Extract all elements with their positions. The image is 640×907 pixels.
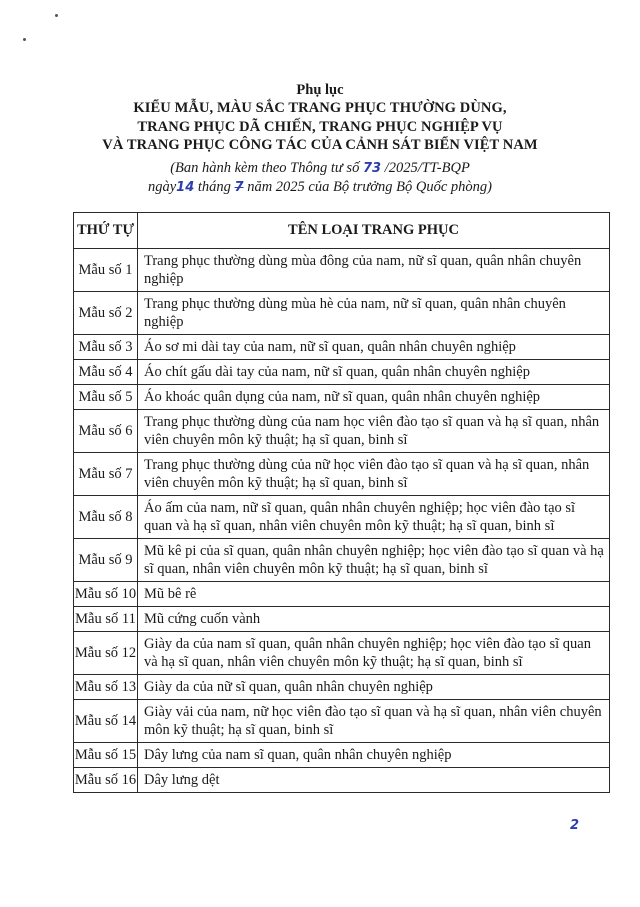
row-order: Mẫu số 15 xyxy=(74,743,138,768)
table-row xyxy=(74,607,610,632)
table-row xyxy=(74,632,610,675)
handwritten-month: 7 xyxy=(234,179,244,195)
row-order: Mẫu số 5 xyxy=(74,385,138,410)
table-row xyxy=(74,249,610,292)
document-header xyxy=(0,81,640,197)
row-order: Mẫu số 8 xyxy=(74,496,138,539)
row-uniform-name: Trang phục thường dùng của nữ học viên đào tạo sĩ quan và hạ sĩ quan, nhân viên chuyên môn kỹ thuật; hạ sĩ quan, binh sĩ xyxy=(138,453,610,496)
handwritten-circular-number: 73 xyxy=(362,160,382,176)
row-uniform-name: Trang phục thường dùng mùa đông của nam, nữ sĩ quan, quân nhân chuyên nghiệp xyxy=(138,249,610,292)
row-order: Mẫu số 11 xyxy=(74,607,138,632)
handwritten-page-mark: 2 xyxy=(570,818,580,833)
row-uniform-name: Áo ấm của nam, nữ sĩ quan, quân nhân chuyên nghiệp; học viên đào tạo sĩ quan và hạ sĩ quan, nhân viên chuyên môn kỹ thuật; hạ sĩ quan, binh sĩ xyxy=(138,496,610,539)
row-order: Mẫu số 4 xyxy=(74,360,138,385)
table-row xyxy=(74,582,610,607)
issued-by-line-2: ngày14 tháng 7 năm 2025 của Bộ trưởng Bộ Quốc phòng) xyxy=(147,178,493,195)
table-row xyxy=(74,675,610,700)
row-order: Mẫu số 1 xyxy=(74,249,138,292)
row-order: Mẫu số 6 xyxy=(74,410,138,453)
row-uniform-name: Mũ cứng cuốn vành xyxy=(138,607,610,632)
row-uniform-name: Áo chít gấu dài tay của nam, nữ sĩ quan, quân nhân chuyên nghiệp xyxy=(138,360,610,385)
scan-speck xyxy=(23,38,26,41)
table-row xyxy=(74,292,610,335)
issued-by-line-1: (Ban hành kèm theo Thông tư số 73 /2025/TT-BQP xyxy=(170,159,470,176)
title-line-3: VÀ TRANG PHỤC CÔNG TÁC CỦA CẢNH SÁT BIỂN VIỆT NAM xyxy=(102,137,538,153)
row-order: Mẫu số 13 xyxy=(74,675,138,700)
table-row xyxy=(74,700,610,743)
annex-label: Phụ lục xyxy=(296,82,344,98)
row-uniform-name: Áo khoác quân dụng của nam, nữ sĩ quan, quân nhân chuyên nghiệp xyxy=(138,385,610,410)
row-order: Mẫu số 2 xyxy=(74,292,138,335)
row-uniform-name: Giày vải của nam, nữ học viên đào tạo sĩ quan và hạ sĩ quan, nhân viên chuyên môn kỹ thuật; hạ sĩ quan, binh sĩ xyxy=(138,700,610,743)
row-order: Mẫu số 3 xyxy=(74,335,138,360)
scan-speck xyxy=(55,14,58,17)
table-row xyxy=(74,453,610,496)
table-row xyxy=(74,496,610,539)
table-row xyxy=(74,385,610,410)
row-order: Mẫu số 12 xyxy=(74,632,138,675)
row-uniform-name: Trang phục thường dùng mùa hè của nam, nữ sĩ quan, quân nhân chuyên nghiệp xyxy=(138,292,610,335)
table-row xyxy=(74,335,610,360)
uniform-list-table xyxy=(73,212,610,793)
row-uniform-name: Mũ kê pi của sĩ quan, quân nhân chuyên nghiệp; học viên đào tạo sĩ quan và hạ sĩ quan, nhân viên chuyên môn kỹ thuật; hạ sĩ quan, binh sĩ xyxy=(138,539,610,582)
table-row xyxy=(74,743,610,768)
header-name: TÊN LOẠI TRANG PHỤC xyxy=(138,213,610,249)
table-row xyxy=(74,410,610,453)
row-uniform-name: Dây lưng của nam sĩ quan, quân nhân chuyên nghiệp xyxy=(138,743,610,768)
row-order: Mẫu số 10 xyxy=(74,582,138,607)
table-row xyxy=(74,768,610,793)
table-row xyxy=(74,360,610,385)
title-line-1: KIỂU MẪU, MÀU SẮC TRANG PHỤC THƯỜNG DÙNG, xyxy=(133,100,507,116)
row-uniform-name: Áo sơ mi dài tay của nam, nữ sĩ quan, quân nhân chuyên nghiệp xyxy=(138,335,610,360)
row-order: Mẫu số 7 xyxy=(74,453,138,496)
row-uniform-name: Trang phục thường dùng của nam học viên đào tạo sĩ quan và hạ sĩ quan, nhân viên chuyên môn kỹ thuật; hạ sĩ quan, binh sĩ xyxy=(138,410,610,453)
title-line-2: TRANG PHỤC DÃ CHIẾN, TRANG PHỤC NGHIỆP VỤ xyxy=(137,118,503,135)
table-header-row xyxy=(74,213,610,249)
row-order: Mẫu số 9 xyxy=(74,539,138,582)
table-body xyxy=(74,249,610,793)
row-order: Mẫu số 16 xyxy=(74,768,138,793)
row-uniform-name: Giày da của nữ sĩ quan, quân nhân chuyên nghiệp xyxy=(138,675,610,700)
row-uniform-name: Dây lưng dệt xyxy=(138,768,610,793)
header-order: THỨ TỰ xyxy=(74,213,138,249)
handwritten-day: 14 xyxy=(176,179,195,195)
row-uniform-name: Mũ bê rê xyxy=(138,582,610,607)
row-uniform-name: Giày da của nam sĩ quan, quân nhân chuyên nghiệp; học viên đào tạo sĩ quan và hạ sĩ quan, nhân viên chuyên môn kỹ thuật; hạ sĩ quan, binh sĩ xyxy=(138,632,610,675)
row-order: Mẫu số 14 xyxy=(74,700,138,743)
table-row xyxy=(74,539,610,582)
